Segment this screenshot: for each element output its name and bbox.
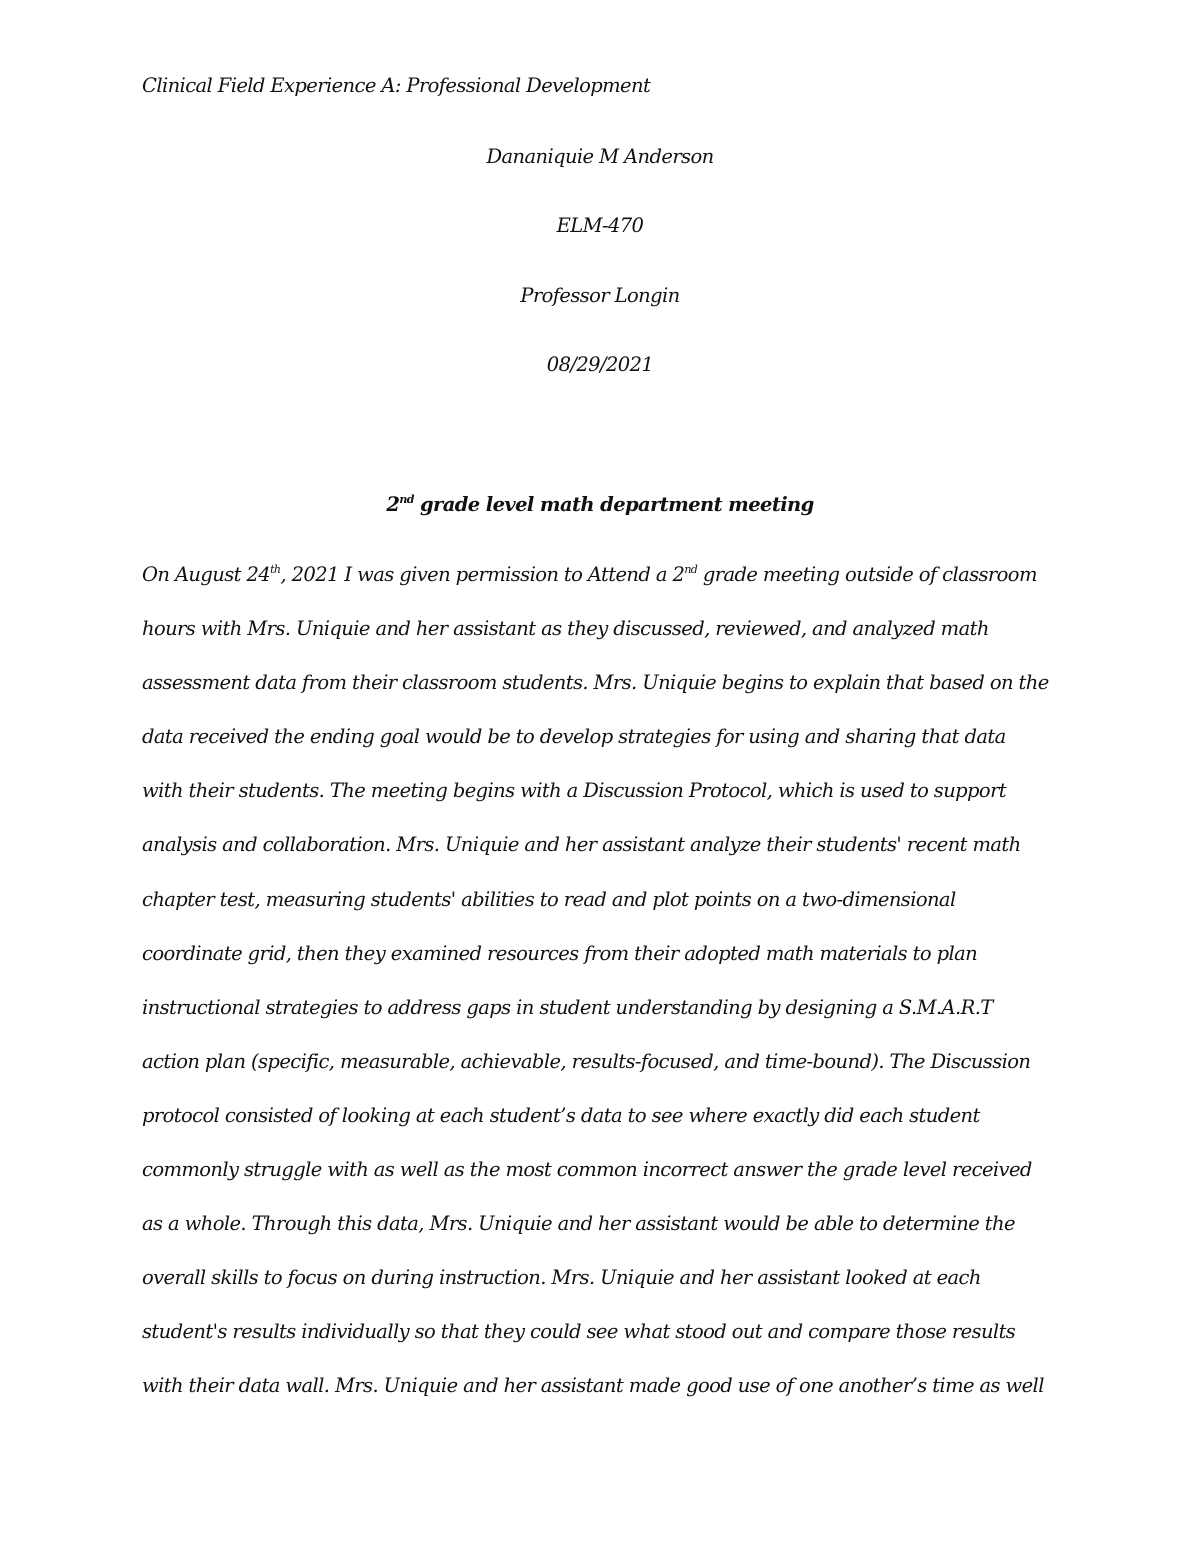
paragraph-line: as a whole. Through this data, Mrs. Uniquie and her assistant would be able to determine the [142,1212,1015,1235]
paragraph-line: data received the ending goal would be to develop strategies for using and sharing that data [142,725,1006,748]
document-date: 08/29/2021 [546,353,654,376]
paragraph-line: coordinate grid, then they examined resources from their adopted math materials to plan [142,942,978,965]
paragraph-line: analysis and collaboration. Mrs. Uniquie and her assistant analyze their students' recent math [142,833,1021,856]
author-name: Dananiquie M Anderson [486,145,714,168]
paragraph-line: action plan (specific, measurable, achievable, results-focused, and time-bound). The Discussion [142,1050,1031,1073]
paragraph-line-first [142,563,1037,587]
first-line-part-a: On August 24 [142,563,271,586]
paragraph-line: commonly struggle with as well as the most common incorrect answer the grade level received [142,1158,1032,1181]
heading-text: grade level math department meeting [413,493,814,516]
paragraph-line: protocol consisted of looking at each student’s data to see where exactly did each student [142,1104,980,1127]
section-heading [0,493,1200,517]
first-line-superscript-1: th [270,563,281,576]
paragraph-line: chapter test, measuring students' abilities to read and plot points on a two-dimensional [142,888,956,911]
first-line-part-c: grade meeting outside of classroom [697,563,1037,586]
paragraph-line: student's results individually so that they could see what stood out and compare those results [142,1320,1016,1343]
header-title: Clinical Field Experience A: Professional Development [142,74,651,97]
paragraph-line: instructional strategies to address gaps in student understanding by designing a S.M.A.R.T [142,996,993,1019]
course-code: ELM-470 [556,214,644,237]
paragraph-line: hours with Mrs. Uniquie and her assistant as they discussed, reviewed, and analyzed math [142,617,989,640]
first-line-superscript-2: nd [684,563,698,576]
heading-number: 2 [386,493,400,516]
paragraph-line: assessment data from their classroom students. Mrs. Uniquie begins to explain that based on the [142,671,1049,694]
professor-name: Professor Longin [520,284,680,307]
paragraph-line: overall skills to focus on during instruction. Mrs. Uniquie and her assistant looked at each [142,1266,981,1289]
heading-superscript: nd [399,493,414,506]
first-line-part-b: , 2021 I was given permission to Attend a 2 [280,563,685,586]
paragraph-line: with their students. The meeting begins with a Discussion Protocol, which is used to support [142,779,1007,802]
paragraph-line: with their data wall. Mrs. Uniquie and her assistant made good use of one another’s time as well [142,1374,1044,1397]
